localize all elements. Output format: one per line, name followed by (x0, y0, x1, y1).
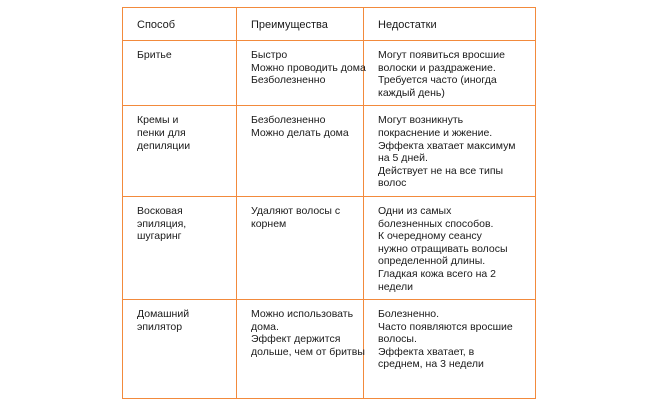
cons-line: нужно отращивать волосы (378, 242, 508, 255)
pros-line: дома. (251, 320, 279, 333)
pros-line: Удаляют волосы с (251, 204, 341, 217)
cons-line: волосы. (378, 333, 417, 346)
pros-line: Быстро (251, 49, 288, 61)
table-row-shaving (123, 41, 536, 106)
pros-line: Можно проводить дома (251, 61, 366, 74)
pros-cell (237, 106, 364, 197)
cons-line: Часто появляются вросшие (378, 320, 513, 333)
pros-line: дольше, чем от бритвы (251, 345, 365, 358)
cons-line: болезненных способов. (378, 217, 494, 230)
cons-line: К очередному сеансу (378, 230, 482, 243)
cons-line: волос (378, 177, 407, 190)
cons-line: каждый день) (378, 86, 445, 99)
cons-line: покраснение и жжение. (378, 126, 493, 139)
method-line: депиляции (137, 139, 191, 152)
method-line: эпиляция, (137, 217, 187, 230)
cons-line: Могут возникнуть (378, 114, 464, 127)
cons-cell (364, 300, 536, 399)
cons-cell (364, 106, 536, 197)
pros-cell (237, 300, 364, 399)
pros-cell (237, 196, 364, 299)
method-line: шугаринг (137, 230, 182, 243)
cons-line: Действует не на все типы (378, 164, 504, 177)
header-cons: Недостатки (364, 8, 536, 41)
method-line: Кремы и (137, 114, 179, 127)
method-line: Домашний (137, 308, 190, 321)
cons-line: недели (378, 280, 414, 293)
pros-cell (237, 41, 364, 106)
cons-line: Эффекта хватает, в (378, 345, 475, 358)
table-row-creams (123, 106, 536, 197)
cons-line: Одни из самых (378, 204, 452, 217)
table-row-waxing (123, 196, 536, 299)
method-cell (123, 106, 237, 197)
cons-line: Требуется часто (иногда (378, 74, 497, 87)
cons-line: Могут появиться вросшие (378, 49, 505, 61)
method-line: Восковая (137, 204, 183, 217)
method-cell (123, 41, 237, 106)
header-pros: Преимущества (237, 8, 364, 41)
table-row-epilator (123, 300, 536, 399)
method-line: Бритье (137, 49, 172, 61)
method-line: пенки для (137, 126, 186, 139)
cons-line: среднем, на 3 недели (378, 358, 484, 371)
pros-line: Эффект держится (251, 333, 341, 346)
pros-line: Безболезненно (251, 114, 326, 127)
cons-line: волоски и раздражение. (378, 61, 496, 74)
cons-line: определенной длины. (378, 255, 486, 268)
pros-line: Можно использовать (251, 308, 354, 321)
header-method: Способ (123, 8, 237, 41)
method-cell (123, 300, 237, 399)
cons-cell (364, 196, 536, 299)
comparison-table (122, 7, 536, 399)
method-line: эпилятор (137, 320, 183, 333)
cons-line: Эффекта хватает максимум (378, 139, 516, 152)
cons-cell (364, 41, 536, 106)
method-cell (123, 196, 237, 299)
pros-line: Можно делать дома (251, 126, 349, 139)
pros-line: корнем (251, 217, 287, 230)
cons-line: Гладкая кожа всего на 2 (378, 267, 496, 280)
table-header-row (123, 8, 536, 41)
pros-line: Безболезненно (251, 74, 326, 87)
cons-line: Болезненно. (378, 308, 440, 321)
cons-line: на 5 дней. (378, 152, 428, 165)
